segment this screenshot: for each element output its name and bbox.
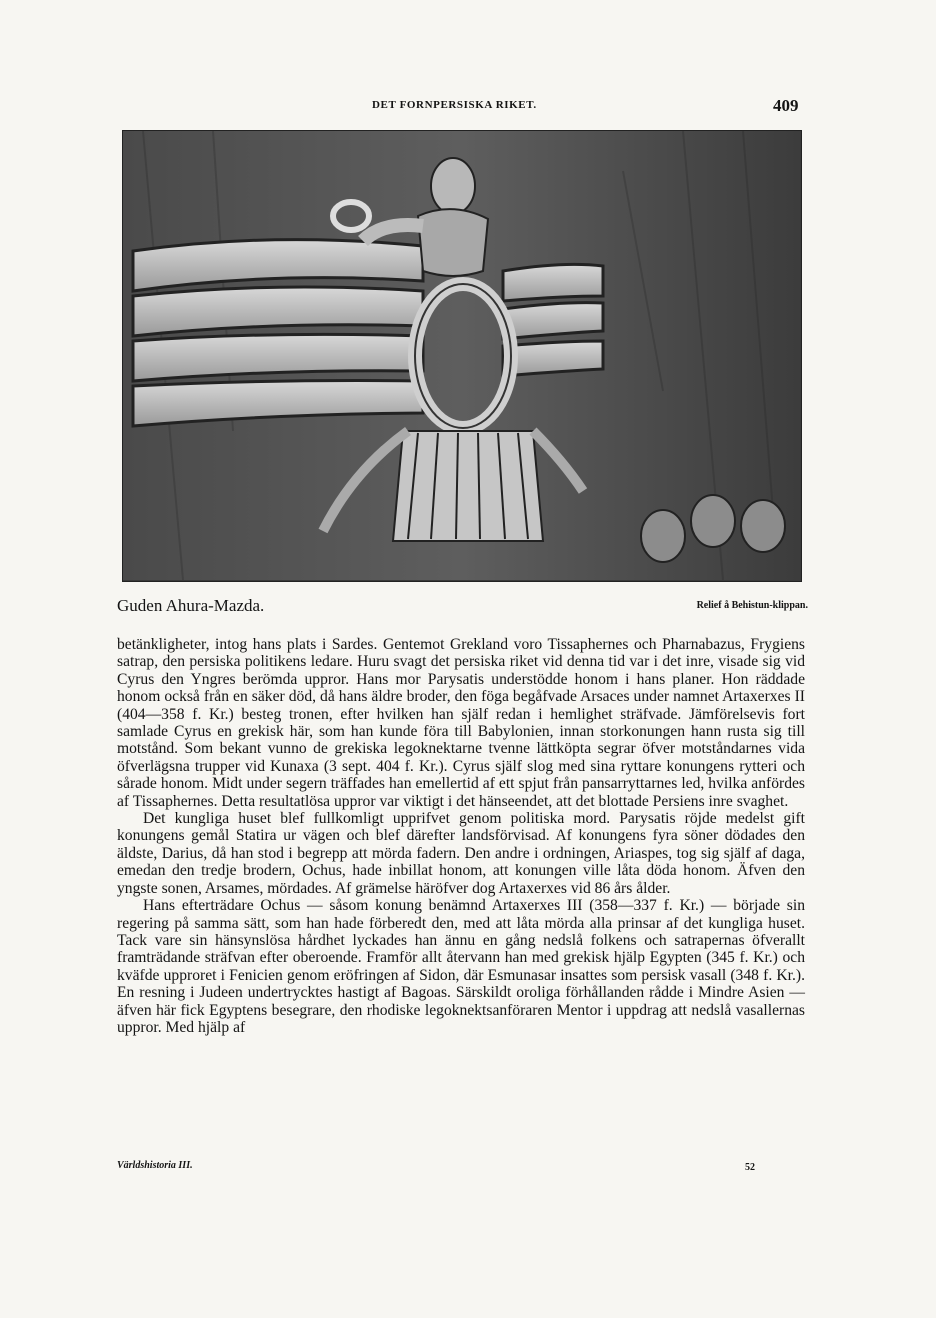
figure-caption: Guden Ahura-Mazda. [117, 596, 265, 615]
relief-illustration [123, 131, 800, 580]
body-text [117, 636, 805, 1036]
running-head [0, 96, 936, 120]
page-number: 409 [773, 96, 799, 115]
sheet-number: 52 [745, 1162, 755, 1173]
running-title: DET FORNPERSISKA RIKET. [372, 99, 537, 111]
paragraph: Det kungliga huset blef fullkomligt upprifvet genom politiska mord. Parysatis röjde medelst gift konungens gemål Statira ur vägen och blef därefter landsförvisad. Af konungens fyra söner dödades den äldste, Darius, då han stod i begrepp att mörda fadern. Den andre i ordningen, Ariaspes, tog sig själf af daga, emedan den tredje brodern, Ochus, hade inbillat honom, att konungen ville låta döda honom. Äfven den yngste sonen, Arsames, mördades. Af grämelse häröfver dog Artaxerxes vid 86 års ålder. [117, 810, 805, 897]
paragraph: betänkligheter, intog hans plats i Sardes. Gentemot Grekland voro Tissaphernes och Pharnabazus, Frygiens satrap, den persiska politikens ledare. Huru svagt det persiska riket vid denna tid var i det inre, visade sig vid Cyrus den Yngres berömda uppror. Hans mor Parysatis understödde honom i hans planer. Hon räddade honom också från en säker död, då hans äldre broder, den föga begåfvade Arsaces under namnet Artaxerxes II (404—358 f. Kr.) besteg tronen, efter hvilken han själf redan i hemlighet sträfvade. Jämförelsevis fort samlade Cyrus en grekisk här, som han kunde föra till Babylonien, innan storkonungen hann rusta sig till motstånd. Som bekant vunno de grekiska legoknektarne tvenne lättköpta segrar öfver motståndarnes vida öfverlägsna trupper vid Kunaxa (3 sept. 404 f. Kr.). Cyrus själf slog med sina ryttare konungens rytteri och sårade honom. Midt under segern träffades han emellertid af ett spjut från pansarryttarnes led, hvilka anfördes af Tissaphernes. Detta resultatlösa uppror var viktigt i det hänseendet, att det blottade Persiens inre svaghet. [117, 636, 805, 810]
relief-photograph [122, 130, 802, 582]
right-wing [503, 264, 603, 376]
tail-feathers [393, 431, 543, 541]
figure-credit: Relief å Behistun-klippan. [696, 600, 808, 611]
signature-mark: Världshistoria III. [117, 1160, 193, 1171]
paragraph: Hans efterträdare Ochus — såsom konung benämnd Artaxerxes III (358—337 f. Kr.) — började sin regering på samma sätt, som han hade förberedt den, med att låta mörda alla prinsar af det kungliga huset. Tack vare sin hänsynslösa hårdhet lyckades han ännu en gång nedslå folkens och satrapernas öfverallt framträdande sträfvan efter oberoende. Framför allt återvann han med grekisk hjälp Egypten (345 f. Kr.) och kväfde upproret i Fenicien genom eröfringen af Sidon, där Esmunasar insattes som persisk vasall (348 f. Kr.). En resning i Judeen undertrycktes hastigt af Bagoas. Särskildt oroliga förhållanden rådde i Mindre Asien — äfven här fick Egyptens besegrare, den rhodiske legoknektsanföraren Mentor i uppdrag att nedslå vasallernas uppror. Med hjälp af [117, 897, 805, 1036]
